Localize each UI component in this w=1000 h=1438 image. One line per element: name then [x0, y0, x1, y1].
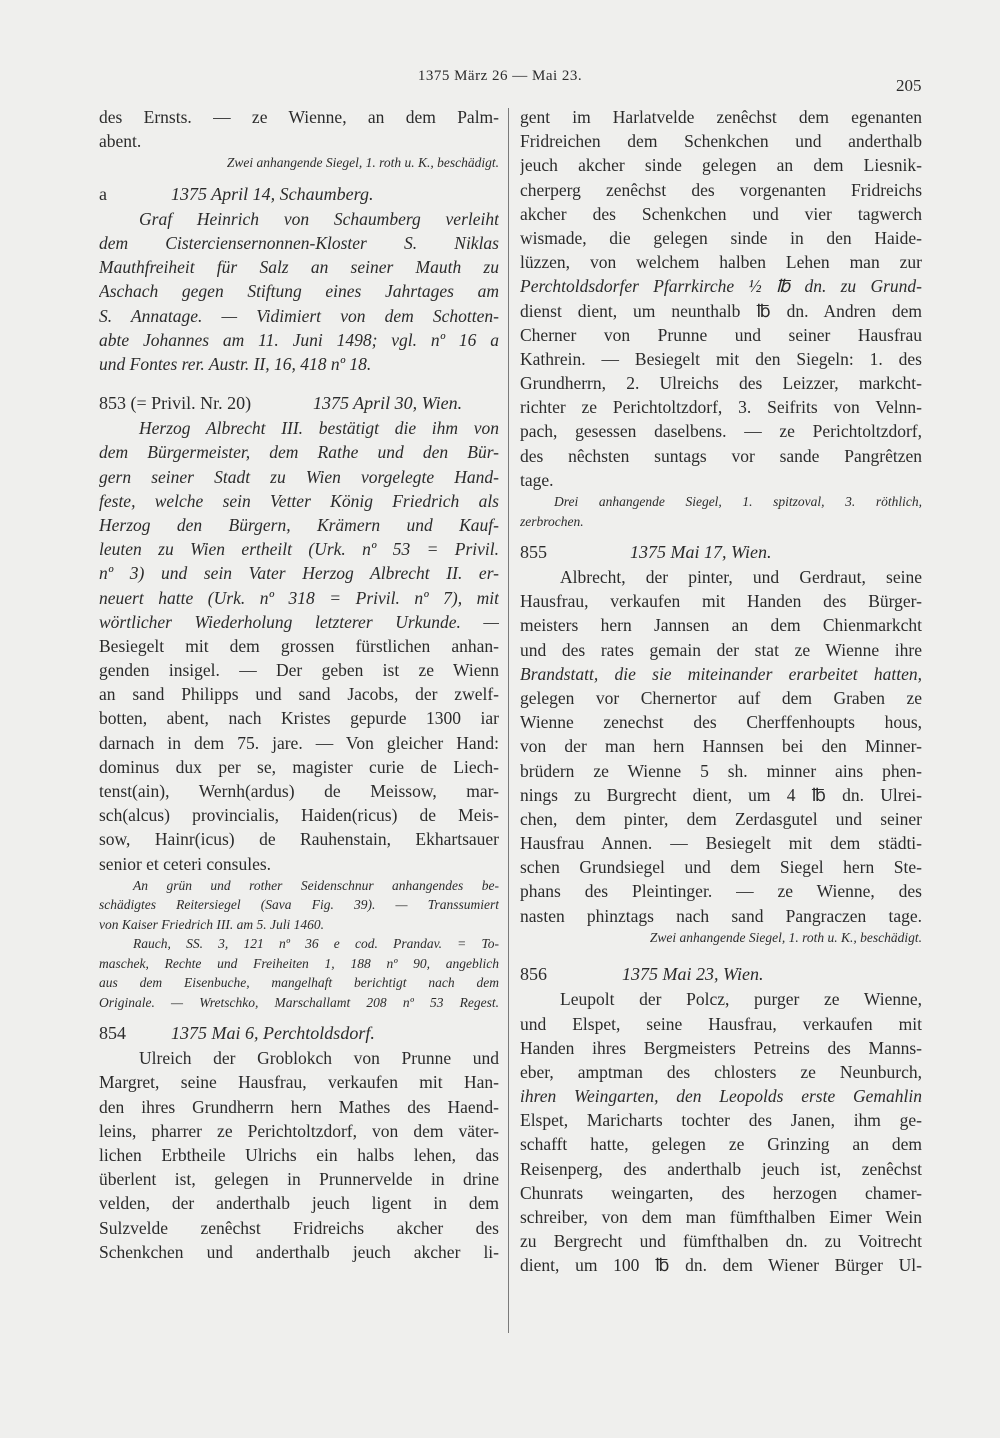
- text-line: Fridreichen dem Schenkchen und anderthalb: [520, 131, 922, 152]
- text-line: und Fontes rer. Austr. II, 16, 418 nº 18.: [99, 354, 372, 374]
- text-line: dient, um 100 ℔ dn. dem Wiener Bürger Ul-: [520, 1255, 922, 1276]
- text-line: wörtlicher Wiederholung letzterer Urkunde. —: [99, 611, 499, 632]
- text-line: Grundherrn, 2. Ulreichs des Leizzer, markcht-: [520, 373, 922, 394]
- paragraph-continuation: [99, 105, 499, 153]
- text-line: brüdern ze Wienne 5 sh. minner ains phen-: [520, 760, 922, 781]
- text-line: Margret, seine Hausfrau, verkaufen mit Han-: [99, 1072, 499, 1093]
- text-line: zu Bergrecht und fümfthalben dn. zu Voitrecht: [520, 1231, 922, 1252]
- text-line: Handen ihres Bergmeisters Petreins des Manns-: [520, 1037, 922, 1058]
- text-line: tage.: [520, 469, 554, 490]
- text-line: Hausfrau, verkaufen mit Handen des Bürger-: [520, 591, 922, 612]
- text-line: Chunrats weingarten, des herzogen chamer-: [520, 1182, 922, 1203]
- text-line: Herzog Albrecht III. bestätigt die ihm von: [139, 418, 499, 439]
- entry-number: 853 (= Privil. Nr. 20): [99, 393, 252, 414]
- entry-number: 854: [99, 1023, 126, 1044]
- text-line: tenst(ain), Wernh(ardus) de Meissow, mar-: [99, 781, 499, 801]
- text-line: Schenkchen und anderthalb jeuch akcher li-: [99, 1241, 499, 1262]
- entry-855-text: [520, 565, 922, 928]
- note-line: Originale. — Wretschko, Marschallamt 208 nº 53 Regest.: [99, 994, 499, 1010]
- note-line: von Kaiser Friedrich III. am 5. Juli 1460.: [99, 916, 324, 932]
- text-line: Reisenperg, des anderthalb jeuch ist, zenêchst: [520, 1158, 922, 1179]
- text-line: richter ze Perichtoltzdorf, 3. Seifrits von Velnn-: [520, 397, 922, 418]
- entry-date: 1375 April 14, Schaumberg.: [171, 183, 374, 204]
- text-line: leins, pharrer ze Perichtoltzdorf, von dem väter-: [99, 1120, 499, 1141]
- text-line: dienst dient, um neunthalb ℔ dn. Andren dem: [520, 300, 922, 321]
- seal-note: Zwei anhangende Siegel, 1. roth u. K., beschädigt.: [649, 929, 922, 945]
- text-line: pach, gesessen daselbens. — ze Perichtoltzdorf,: [520, 421, 922, 442]
- text-line: Graf Heinrich von Schaumberg verleiht: [139, 208, 499, 229]
- text-line: Mauthfreiheit für Salz an seiner Mauth zu: [99, 257, 499, 278]
- text-line: jeuch akcher sinde gelegen an dem Liesnik-: [520, 155, 922, 176]
- text-line: akcher des Schenkchen und vier tagwerch: [520, 203, 922, 224]
- text-line: Besiegelt mit dem grossen fürstlichen anhan-: [99, 635, 499, 656]
- note-line: Drei anhangende Siegel, 1. spitzoval, 3. röthlich,: [554, 494, 922, 509]
- text-line: dominus dux per se, magister curie de Liech-: [99, 756, 499, 777]
- left-column: [99, 105, 499, 1264]
- text-line: Elspet, Maricharts tochter des Janen, ihm ge-: [520, 1110, 922, 1131]
- text-line: senior et ceteri consules.: [99, 853, 272, 874]
- text-line: S. Annatage. — Vidimiert von dem Schotten-: [99, 305, 499, 326]
- text-line: nasten phinztags nach sand Pangraczen tage.: [520, 905, 922, 926]
- text-line: chen, dem pinter, dem Zerdasgutel und seiner: [520, 808, 922, 829]
- text-line: botten, abent, nach Kristes gepurde 1300 iar: [99, 708, 499, 729]
- entry-number: a: [99, 183, 107, 204]
- entry-date: 1375 April 30, Wien.: [313, 393, 463, 414]
- text-line: lüzzen, von welchem halben Lehen man zur: [520, 252, 922, 273]
- text-line: velden, der anderthalb jeuch ligent in dem: [99, 1193, 499, 1214]
- text-line: ihren Weingarten, den Leopolds erste Gemahlin: [520, 1086, 922, 1107]
- text-line: nº 3) und sein Vater Herzog Albrecht II. er-: [99, 563, 499, 584]
- entry-a-regest: [99, 207, 499, 376]
- text-line: Brandstatt, die sie miteinander erarbeitet hatten,: [520, 663, 922, 684]
- text-line: eber, amptman des chlosters ze Neunburch,: [520, 1061, 922, 1082]
- text-line: Kathrein. — Besiegelt mit den Siegeln: 1. des: [520, 348, 922, 369]
- entry-854-text: [99, 1046, 499, 1264]
- entry-heading-856: [520, 961, 922, 987]
- text-line: gent im Harlatvelde zenêchst dem egenanten: [520, 107, 922, 127]
- text-line: abent.: [99, 131, 142, 152]
- text-line: genden insigel. — Der geben ist ze Wienn: [99, 660, 499, 681]
- text-line: lichen Erbtheile Ulrichs ein halbs lehen, das: [99, 1145, 499, 1165]
- text-line: Ulreich der Groblokch von Prunne und: [139, 1048, 499, 1069]
- entry-heading-855: [520, 539, 922, 565]
- text-line: cherperg zenêchst des vorgenanten Fridreichs: [520, 179, 922, 200]
- seal-note: Zwei anhangende Siegel, 1. roth u. K., beschädigt.: [226, 155, 499, 171]
- entry-854-continuation: [520, 105, 922, 492]
- text-line: des Ernsts. — ze Wienne, an dem Palm-: [99, 107, 499, 127]
- text-line: überlent ist, gelegen in Prunnervelde in drine: [99, 1169, 499, 1190]
- entry-date: 1375 Mai 17, Wien.: [630, 542, 772, 562]
- text-line: darnach in dem 75. jare. — Von gleicher Hand:: [99, 732, 499, 753]
- text-line: schreiber, von dem man fümfthalben Eimer Wein: [520, 1207, 922, 1227]
- text-line: dem Bürgermeister, dem Rathe und den Bür-: [99, 442, 499, 463]
- text-line: nings zu Burgrecht dient, um 4 ℔ dn. Ulrei-: [520, 784, 922, 805]
- entry-heading-a: [99, 181, 499, 207]
- text-line: Cherner von Prunne und seiner Hausfrau: [520, 324, 922, 345]
- text-line: wismade, die gelegen sinde in den Haide-: [520, 227, 922, 248]
- text-line: Albrecht, der pinter, und Gerdraut, seine: [560, 567, 922, 587]
- text-line: Leupolt der Polcz, purger ze Wienne,: [560, 989, 922, 1010]
- entry-date: 1375 Mai 6, Perchtoldsdorf.: [171, 1023, 375, 1044]
- text-line: Hausfrau Annen. — Besiegelt mit dem städti-: [520, 833, 922, 854]
- seal-note: [520, 492, 922, 531]
- text-line: gern seiner Stadt zu Wien vorgelegte Hand-: [99, 466, 499, 487]
- text-line: sch(alcus) provincialis, Haiden(ricus) de Meis-: [99, 805, 499, 826]
- text-line: von der man hern Hannsen bei den Minner-: [520, 736, 922, 757]
- running-head: 1375 März 26 — Mai 23.: [417, 68, 583, 84]
- entry-heading-854: [99, 1020, 499, 1046]
- entry-number: 856: [520, 964, 547, 985]
- text-line: schafft hatte, gelegen ze Grinzing an dem: [520, 1134, 922, 1155]
- entry-number: 855: [520, 542, 547, 562]
- text-line: meisters hern Jannsen an dem Chienmarkcht: [520, 615, 922, 636]
- text-line: Aschach gegen Stiftung eines Jahrtages am: [99, 281, 499, 302]
- text-line: den ihres Grundherrn hern Mathes des Haend-: [99, 1096, 499, 1117]
- text-line: neuert hatte (Urk. nº 318 = Privil. nº 7), mit: [99, 587, 499, 608]
- entry-853-notes: [99, 876, 499, 1013]
- text-line: und des rates gemain der stat ze Wienne ihre: [520, 639, 922, 660]
- text-line: abte Johannes am 11. Juni 1498; vgl. nº 16 a: [99, 329, 499, 350]
- note-line: schädigtes Reitersiegel (Sava Fig. 39). — Transsumiert: [99, 897, 499, 913]
- text-line: und Elspet, seine Hausfrau, verkaufen mit: [520, 1013, 922, 1034]
- note-line: zerbrochen.: [520, 513, 584, 529]
- text-line: Perchtoldsdorfer Pfarrkirche ½ ℔ dn. zu Grund-: [520, 276, 922, 297]
- note-line: maschek, Rechte und Freiheiten 1, 188 nº 90, angeblich: [99, 955, 499, 971]
- text-line: phans des Pleintinger. — ze Wienne, des: [520, 881, 922, 902]
- text-line: feste, welche sein Vetter König Friedrich als: [99, 490, 499, 511]
- text-line: Sulzvelde zenêchst Fridreichs akcher des: [99, 1217, 499, 1238]
- note-line: Rauch, SS. 3, 121 nº 36 e cod. Prandav. = To-: [133, 936, 499, 952]
- text-line: Herzog den Bürgern, Krämern und Kauf-: [99, 514, 499, 535]
- entry-heading-853: [99, 390, 499, 416]
- entry-date: 1375 Mai 23, Wien.: [622, 964, 764, 985]
- text-line: leuten zu Wien ertheilt (Urk. nº 53 = Privil.: [99, 539, 499, 560]
- text-line: an sand Philipps und sand Jacobs, der zwelf-: [99, 684, 499, 705]
- column-divider: [508, 108, 509, 1333]
- right-column: [520, 105, 922, 1278]
- entry-856-text: [520, 987, 922, 1277]
- note-line: aus dem Eisenbuche, mangelhaft berichtigt nach dem: [99, 975, 499, 991]
- note-line: An grün und rother Seidenschnur anhangendes be-: [133, 877, 499, 893]
- text-line: Wienne zenechst des Cherffenhoupts hous,: [520, 712, 922, 733]
- text-line: des nêchsten suntags vor sande Pangrêtzen: [520, 445, 922, 466]
- text-line: sow, Hainr(icus) de Rauhenstain, Ekhartsauer: [99, 829, 499, 850]
- text-line: dem Cisterciensernonnen-Kloster S. Niklas: [99, 233, 499, 254]
- text-line: gelegen vor Chernertor auf dem Graben ze: [520, 687, 922, 708]
- entry-853-text: [99, 416, 499, 876]
- text-line: schen Grundsiegel und dem Siegel hern Ste-: [520, 857, 922, 878]
- page-number: 205: [896, 76, 922, 95]
